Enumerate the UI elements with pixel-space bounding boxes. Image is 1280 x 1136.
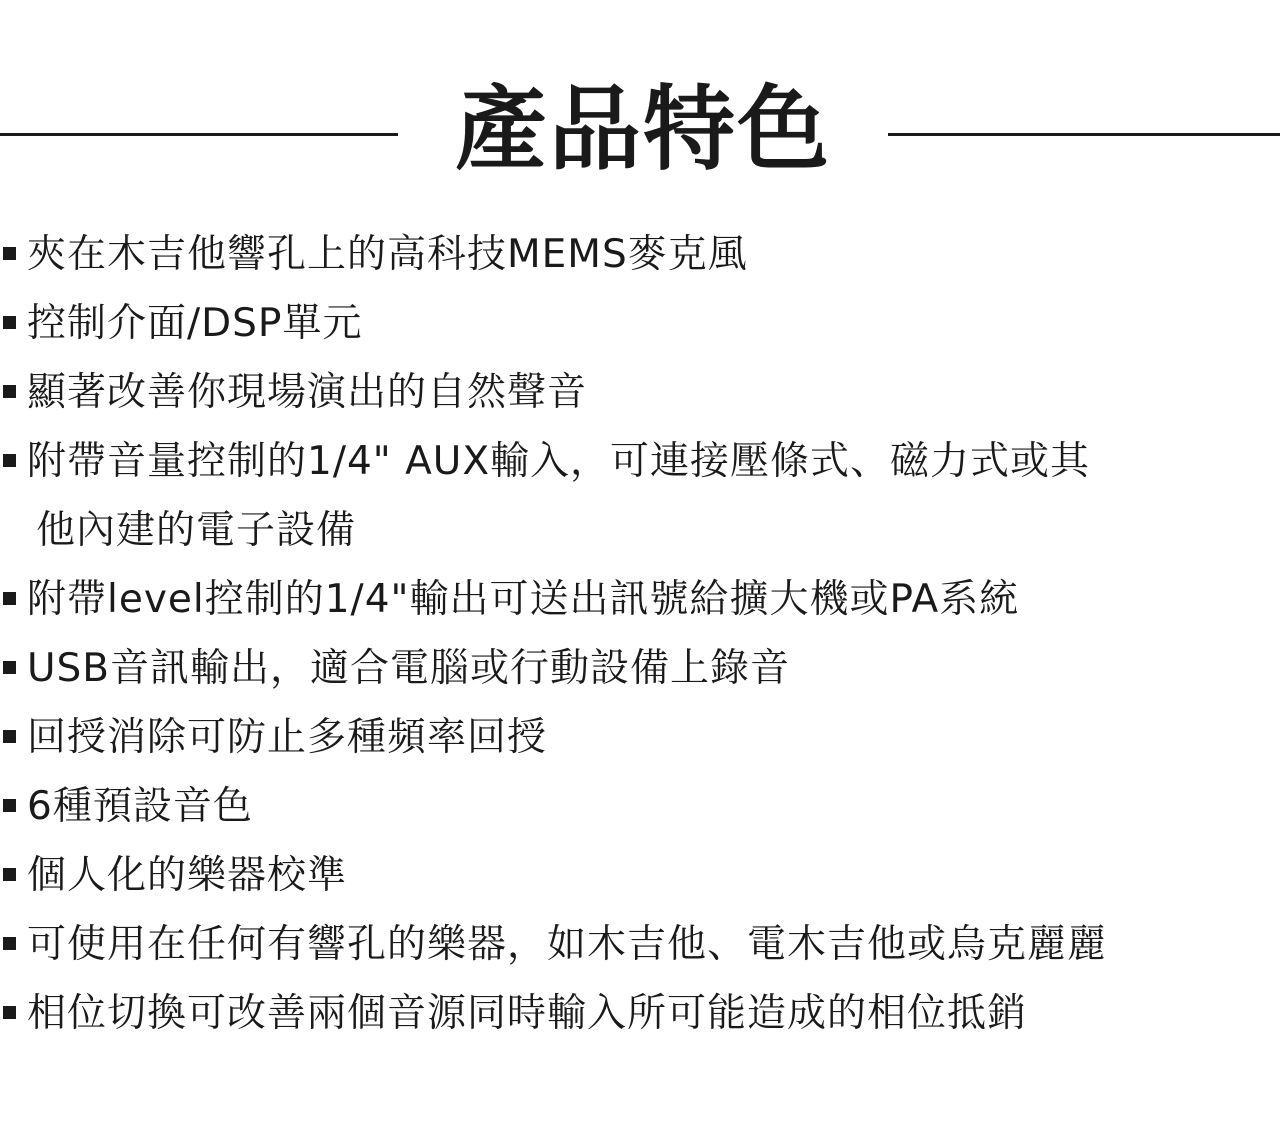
feature-item-continuation xyxy=(0,496,1280,565)
feature-item xyxy=(0,289,1280,358)
feature-text: 附帶音量控制的1/4" AUX輸入，可連接壓條式、磁力式或其 xyxy=(27,439,1091,484)
feature-text: 夾在木吉他響孔上的高科技MEMS麥克風 xyxy=(27,232,748,277)
feature-text: 可使用在任何有響孔的樂器，如木吉他、電木吉他或烏克麗麗 xyxy=(27,922,1108,967)
bullet-icon xyxy=(3,247,16,260)
header-divider-right xyxy=(888,133,1280,136)
feature-item xyxy=(0,427,1280,496)
bullet-icon xyxy=(3,730,16,743)
feature-item xyxy=(0,841,1280,910)
feature-item xyxy=(0,910,1280,979)
header-divider-left xyxy=(0,133,398,136)
bullet-icon xyxy=(3,661,16,674)
feature-text: USB音訊輸出，適合電腦或行動設備上錄音 xyxy=(27,646,791,691)
feature-item xyxy=(0,565,1280,634)
bullet-icon xyxy=(3,868,16,881)
feature-text: 控制介面/DSP單元 xyxy=(27,301,363,346)
feature-text: 他內建的電子設備 xyxy=(36,508,357,553)
page-title: 產品特色 xyxy=(454,76,831,183)
bullet-icon xyxy=(3,454,16,467)
feature-item xyxy=(0,358,1280,427)
feature-text: 6種預設音色 xyxy=(27,784,253,829)
feature-item xyxy=(0,979,1280,1048)
bullet-icon xyxy=(3,1006,16,1019)
bullet-icon xyxy=(3,799,16,812)
feature-item xyxy=(0,772,1280,841)
feature-text: 顯著改善你現場演出的自然聲音 xyxy=(27,370,588,415)
bullet-icon xyxy=(3,592,16,605)
bullet-icon xyxy=(3,937,16,950)
feature-item xyxy=(0,634,1280,703)
feature-text: 附帶level控制的1/4"輸出可送出訊號給擴大機或PA系統 xyxy=(27,577,1020,622)
feature-text: 回授消除可防止多種頻率回授 xyxy=(27,715,548,760)
feature-text: 相位切換可改善兩個音源同時輸入所可能造成的相位抵銷 xyxy=(27,991,1028,1036)
bullet-icon xyxy=(3,316,16,329)
feature-item xyxy=(0,703,1280,772)
feature-item xyxy=(0,220,1280,289)
feature-text: 個人化的樂器校準 xyxy=(27,853,348,898)
bullet-icon xyxy=(3,385,16,398)
section-header xyxy=(0,70,1280,190)
feature-list xyxy=(0,220,1280,1048)
